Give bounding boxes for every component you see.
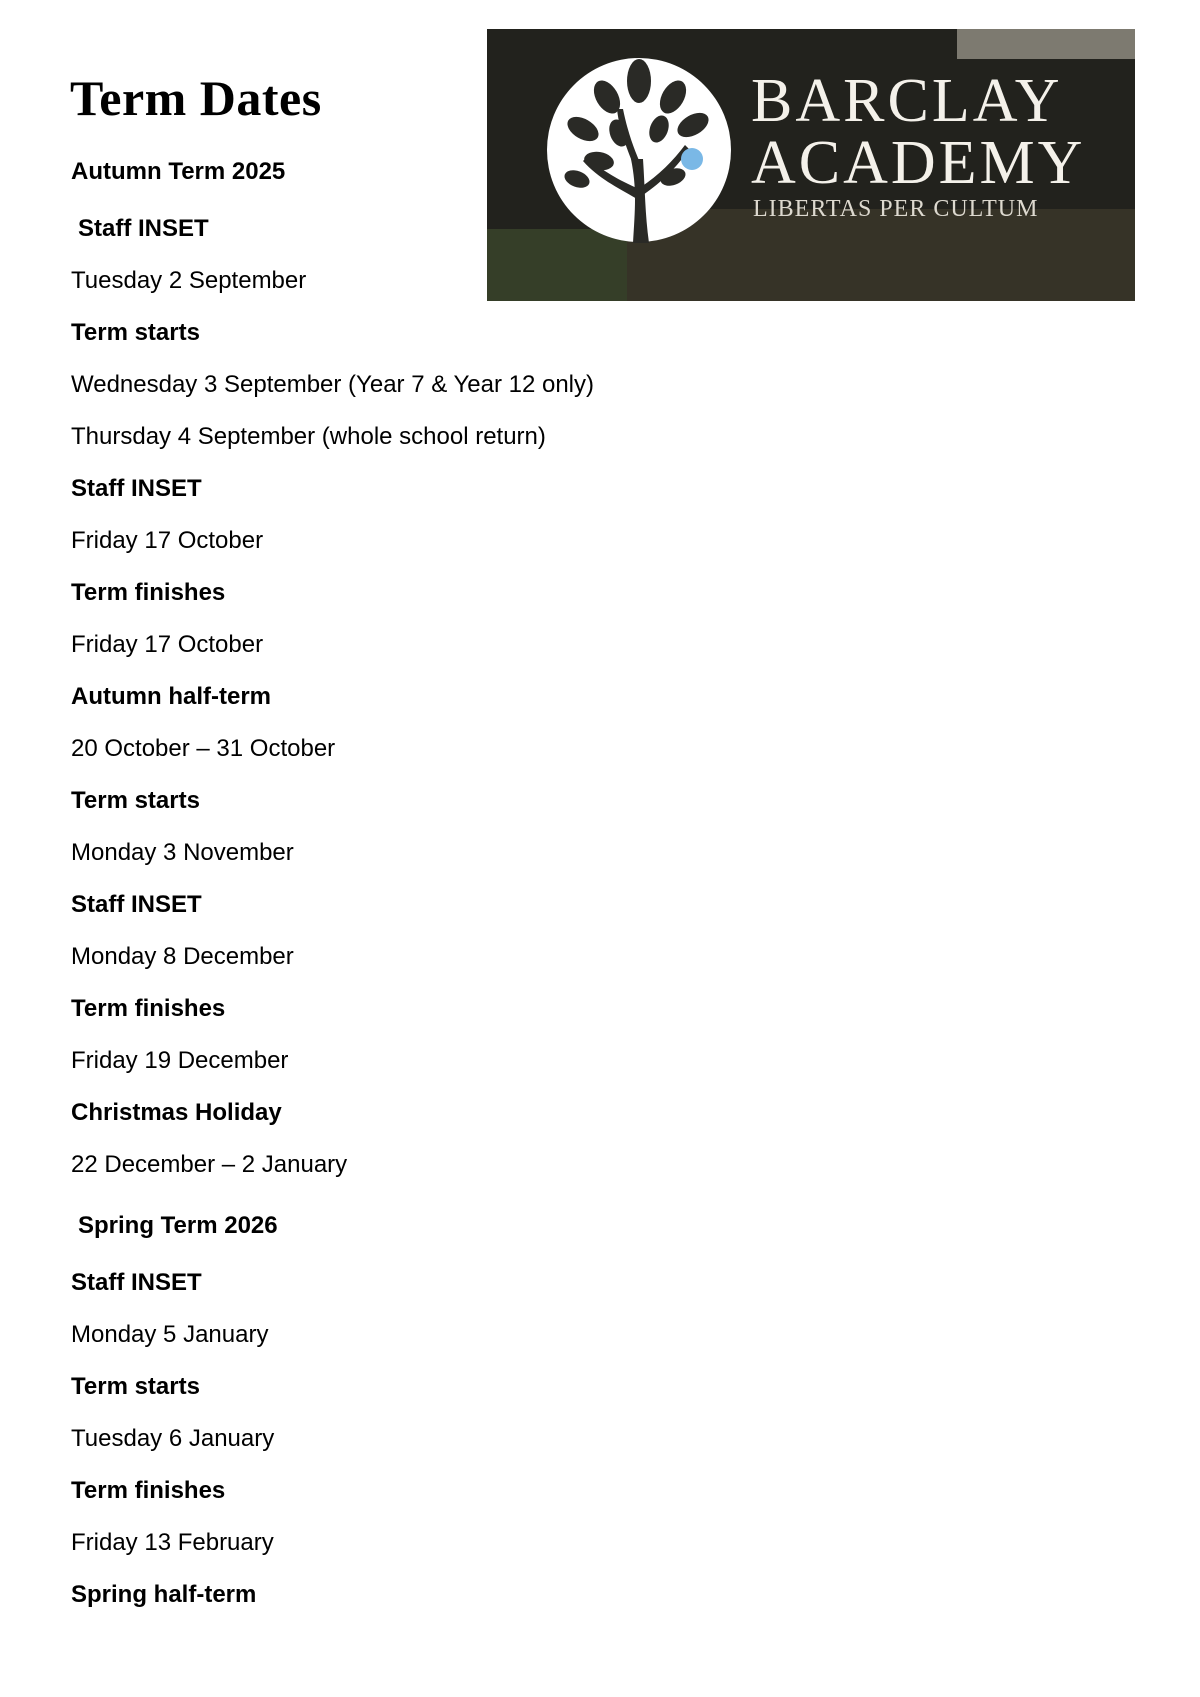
entry-label: Autumn half-term [71, 683, 271, 710]
entry-label: Term finishes [71, 579, 226, 606]
entry-label: Staff INSET [71, 475, 202, 502]
logo-motto: LIBERTAS PER CULTUM [753, 196, 1039, 222]
logo-name-line2: ACADEMY [751, 129, 1086, 197]
entry-date: Monday 8 December [71, 943, 294, 970]
school-logo [487, 29, 1135, 301]
page-title: Term Dates [70, 70, 322, 126]
entry-label: Spring half-term [71, 1581, 257, 1608]
entry-label: Term starts [71, 787, 200, 814]
entry-date: Tuesday 2 September [71, 267, 307, 294]
entry-label: Term finishes [71, 995, 226, 1022]
entry-date: Friday 19 December [71, 1047, 289, 1074]
section-heading-autumn: Autumn Term 2025 [71, 158, 286, 185]
entry-label: Staff INSET [71, 891, 202, 918]
entry-date: Tuesday 6 January [71, 1425, 275, 1452]
entry-date: 22 December – 2 January [71, 1151, 348, 1178]
entry-date: Thursday 4 September (whole school return) [71, 423, 546, 450]
tree-icon [547, 58, 731, 243]
entry-label: Christmas Holiday [71, 1099, 282, 1126]
entry-date: Monday 5 January [71, 1321, 269, 1348]
logo-name-line1: BARCLAY [751, 67, 1063, 135]
entry-date: 20 October – 31 October [71, 735, 336, 762]
entry-date: Monday 3 November [71, 839, 294, 866]
entry-label: Staff INSET [71, 1269, 202, 1296]
entry-date: Friday 17 October [71, 631, 264, 658]
entry-label: Term starts [71, 1373, 200, 1400]
entry-label: Staff INSET [78, 215, 209, 242]
entry-label: Term finishes [71, 1477, 226, 1504]
entry-date: Friday 13 February [71, 1529, 274, 1556]
section-heading-spring: Spring Term 2026 [78, 1212, 278, 1239]
entry-label: Term starts [71, 319, 200, 346]
entry-date: Friday 17 October [71, 527, 264, 554]
entry-date: Wednesday 3 September (Year 7 & Year 12 only) [71, 371, 595, 398]
